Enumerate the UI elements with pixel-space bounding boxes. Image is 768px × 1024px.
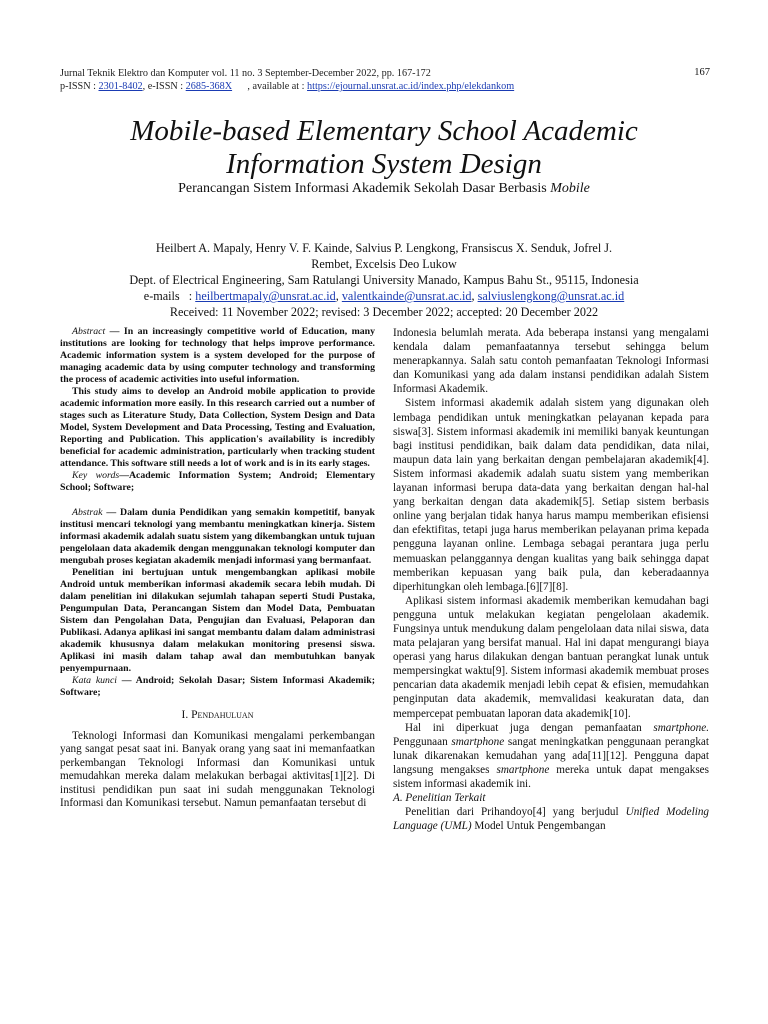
right-paragraph-2: Aplikasi sistem informasi akademik memberikan kemudahan bagi pengguna untuk melakukan kegiatan pengelolaan akademik. Fungsinya untuk mendukung dalam pengelolaan data nilai siswa, data mata pelajaran yang bersifat manual. Hal ini dapat mengurangi biaya operasi yang harus dilakukan dengan bantuan perangkat lunak untuk mempersingkat waktu[9]. Sistem informasi akademik membuat proses pencarian data akademik menjadi lebih cepat & efisien, memudahkan penginputan data akademik, memvalidasi keakuratan data, dan mempercepat pembuatan laporan data akademik[10]. bbox=[393, 594, 709, 720]
p3-text-a: Hal ini diperkuat juga dengan pemanfaatan bbox=[405, 721, 654, 734]
abstract-en-label: Abstract bbox=[72, 326, 106, 337]
available-label: , available at : bbox=[232, 81, 308, 92]
p3-italic-2: smartphone bbox=[451, 735, 505, 748]
abstract-en-p1 bbox=[60, 326, 375, 386]
intro-paragraph-1: Teknologi Informasi dan Komunikasi mengalami perkembangan yang sangat pesat saat ini. Banyak orang yang saat ini memanfaatkan perkembangan Teknologi Informasi dan Komunikasi untuk memudahkan mereka dalam melakukan berbagai aktivitas[1][2]. Di institusi pendidikan pun saat ini sudah menggunakan Teknologi Informasi dan Komunikasi tersebut. Namun pemanfaatan tersebut di bbox=[60, 730, 375, 810]
right-column bbox=[393, 326, 709, 833]
p4-text-b: Model Untuk Pengembangan bbox=[471, 820, 606, 833]
subsection-heading: A. Penelitian Terkait bbox=[393, 792, 486, 805]
abstract-indonesian bbox=[60, 507, 375, 699]
subtitle-italic: Mobile bbox=[550, 181, 590, 196]
left-column bbox=[60, 326, 375, 810]
keywords-id-label: Kata kunci bbox=[72, 675, 118, 686]
authors-line-2: Rembet, Excelsis Deo Lukow bbox=[311, 257, 457, 271]
authors-line-1: Heilbert A. Mapaly, Henry V. F. Kainde, Salvius P. Lengkong, Fransiscus X. Senduk, Jofrel J. bbox=[155, 241, 613, 255]
emails-label: e-mails : bbox=[143, 289, 196, 303]
keywords-en-label: Key words bbox=[72, 470, 120, 481]
title-line-2: Information System Design bbox=[226, 148, 542, 180]
keywords-en-text: —Academic Information System; Android; Elementary School; Software; bbox=[60, 470, 376, 493]
email-link-2[interactable]: valentkainde@unsrat.ac.id bbox=[341, 289, 472, 303]
email-link-1[interactable]: heilbertmapaly@unsrat.ac.id bbox=[195, 289, 336, 303]
keywords-id bbox=[60, 675, 375, 699]
eissn-link[interactable]: 2685-368X bbox=[185, 81, 233, 92]
p3-italic-3: smartphone bbox=[496, 763, 550, 776]
abstract-en-p2: This study aims to develop an Android mobile application to provide academic information more easily. In this research carried out a number of stages such as Literature Study, Data Collection, System Design and Data Model, System Development and Data Processing, Testing and Evaluation, Reporting and Publication. This application's availability is incredibly beneficial for academic administration, particularly when tracking student attendance. This software still needs a lot of work and is in its early stages. bbox=[60, 386, 375, 469]
keywords-en bbox=[60, 470, 375, 494]
emails: e-mails : heilbertmapaly@unsrat.ac.id, valentkainde@unsrat.ac.id, salviuslengkong@unsrat.ac.id bbox=[143, 289, 625, 303]
p3-text-d: mereka untuk dapat mengakses sistem informasi akademik ini. bbox=[393, 763, 709, 790]
p3-italic-1: smartphone. bbox=[653, 721, 709, 734]
abstract-en-text-1: — In an increasingly competitive world of Education, many institutions are looking for technology that helps improve performance. Academic information system is a system developed for the purpose of managing academic data by using computer technology and transforming the process of academic activities into useful information. bbox=[60, 326, 375, 385]
email-link-3[interactable]: salviuslengkong@unsrat.ac.id bbox=[477, 289, 625, 303]
right-paragraph-1: Sistem informasi akademik adalah sistem yang digunakan oleh lembaga pendidikan untuk meningkatkan pelayanan kepada para siswa[3]. Sistem informasi akademik ini memiliki banyak keuntungan bagi institusi pendidikan, baik dalam data pendidikan, data nilai, maupun data lain yang berkaitan dengan pembelajaran akademik[4]. Sistem informasi akademik adalah suatu sistem yang memberikan layanan informasi berupa data-data yang berkaitan dengan hal-hal yang berkaitan dengan data akademik[5]. Setiap sistem berbasis online yang berjalan tidak hanya harus mampu memberikan efisiensi dan efektifitas, tetapi juga harus memberikan pelayanan prima kepada pengguna layanan online. Lembaga sebagai perantara juga perlu memuaskan pelanggannya dengan kualitas yang baik sehingga dapat memberikan kepuasan yang baik pula, dan keberadaannya diperhitungkan oleh lembaga.[6][7][8]. bbox=[393, 397, 709, 593]
right-paragraph-4 bbox=[393, 805, 709, 833]
abstract-english bbox=[60, 326, 375, 494]
issn-line bbox=[60, 80, 514, 93]
journal-url-link[interactable]: https://ejournal.unsrat.ac.id/index.php/elekdankom bbox=[307, 81, 515, 92]
p4-text-a: Penelitian dari Prihandoyo[4] yang berjudul bbox=[405, 806, 626, 819]
paper-subtitle bbox=[60, 180, 708, 197]
abstract-id-text-1: — Dalam dunia Pendidikan yang semakin kompetitif, banyak institusi mencari teknologi yang membantu meningkatkan kinerja. Sistem informasi akademik adalah suatu sistem yang dikembangkan untuk tujuan pengelolaan data akademik dengan menggunakan teknologi komputer dan mengubah proses kegiatan akademik menjadi informasi yang bermanfaat. bbox=[60, 507, 375, 566]
abstract-id-label: Abstrak bbox=[72, 507, 103, 518]
affiliation: Dept. of Electrical Engineering, Sam Ratulangi University Manado, Kampus Bahu St., 95115, Indonesia bbox=[129, 273, 639, 287]
abstract-id-p2: Penelitian ini bertujuan untuk mengembangkan aplikasi mobile Android untuk memberikan informasi akademik secara lebih mudah. Di dalam penelitian ini dilakukan sejumlah tahapan seperti Studi Pustaka, Pengumpulan Data, Perancangan Sistem dan Model Data, Pembuatan Sistem dan Pengolahan Data, Pengujian dan Evaluasi, Pelaporan dan Publikasi. Adanya aplikasi ini sangat membantu dalam dalam administrasi akademik khususnya dalam melakukan monitoring presensi siswa. Aplikasi ini masih dalam tahap awal dan membutuhkan banyak penyempurnaan. bbox=[60, 567, 375, 674]
p4-italic: Unified Modeling Language (UML) bbox=[393, 806, 710, 833]
title-line-1: Mobile-based Elementary School Academic bbox=[130, 115, 638, 147]
p3-text-c: sangat meningkatkan penggunaan perangkat lunak dikarenakan kemudahan yang ada[11][12]. Pengguna dapat langsung mengakses bbox=[393, 735, 709, 776]
right-paragraph-3 bbox=[393, 721, 709, 791]
paper-title bbox=[60, 115, 708, 181]
section-numeral: I. bbox=[181, 709, 192, 721]
section-heading-introduction bbox=[60, 709, 375, 722]
received-dates: Received: 11 November 2022; revised: 3 December 2022; accepted: 20 December 2022 bbox=[169, 305, 599, 319]
section-title: Pendahuluan bbox=[191, 709, 254, 721]
p3-text-b: Penggunaan bbox=[393, 735, 452, 748]
keywords-id-text: — Android; Sekolah Dasar; Sistem Informasi Akademik; Software; bbox=[60, 675, 375, 698]
abstract-id-p1 bbox=[60, 507, 375, 567]
right-paragraph-0: Indonesia belumlah merata. Ada beberapa instansi yang mengalami kendala dalam pemanfaatannya tersebut sehingga belum menerapkannya. Salah satu contoh pemanfaatan Teknologi Informasi dan Komunikasi yang ada dalam instansi pendidikan adalah Sistem Informasi Akademik. bbox=[393, 327, 709, 396]
journal-citation: Jurnal Teknik Elektro dan Komputer vol. 11 no. 3 September-December 2022, pp. 167-172 bbox=[60, 68, 431, 79]
pissn-link[interactable]: 2301-8402 bbox=[98, 81, 143, 92]
pissn-label: p-ISSN : bbox=[60, 81, 99, 92]
page-number: 167 bbox=[694, 67, 710, 78]
subtitle-text: Perancangan Sistem Informasi Akademik Sekolah Dasar Berbasis bbox=[178, 181, 551, 196]
author-block bbox=[60, 240, 708, 320]
eissn-label: , e-ISSN : bbox=[142, 81, 186, 92]
